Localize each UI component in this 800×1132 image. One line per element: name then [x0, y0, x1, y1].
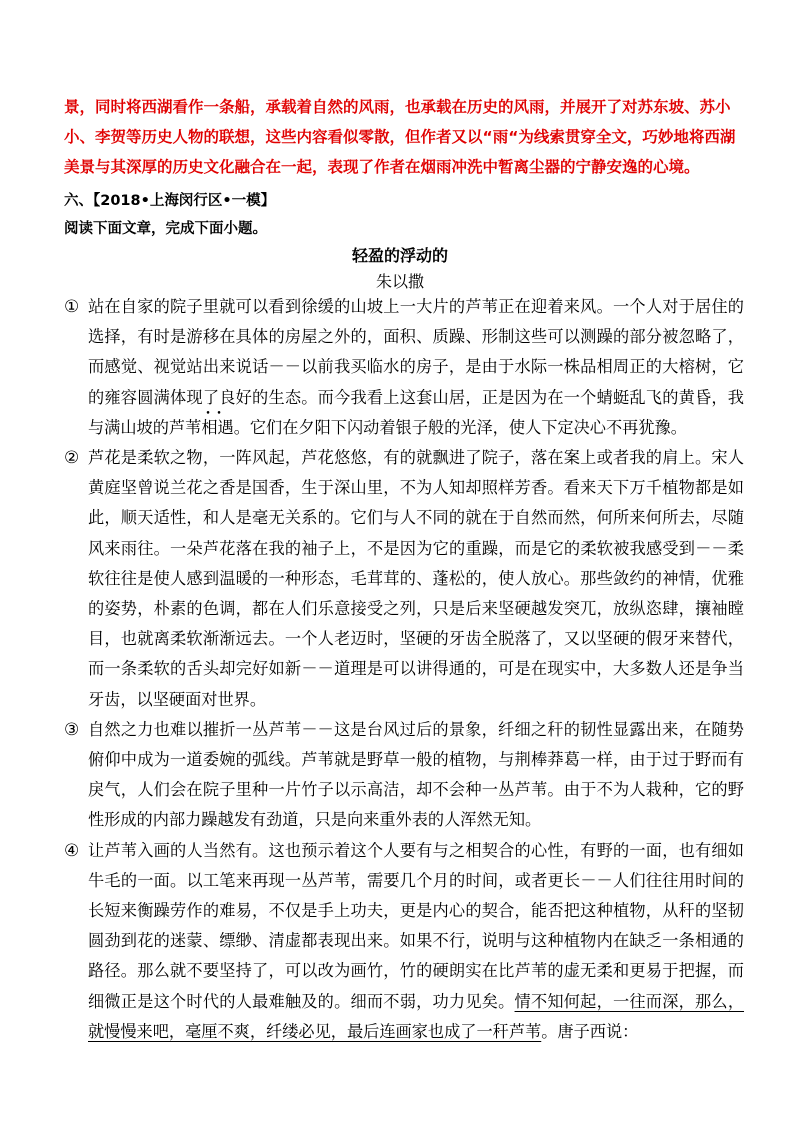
paragraph-4	[64, 836, 744, 1047]
answer-analysis-text: 景，同时将西湖看作一条船，承载着自然的风雨，也承载在历史的风雨，并展开了对苏东坡、苏小小、李贺等历史人物的联想，这些内容看似零散，但作者又以“雨“为线索贯穿全文，巧妙地将西湖美景与其深厚的历史文化融合在一起，表现了作者在烟雨冲洗中暂离尘器的宁静安逸的心境。	[64, 98, 736, 176]
article-body	[64, 292, 744, 1047]
paragraph-text: 自然之力也难以摧折一丛芦苇－－这是台风过后的景象，纤细之秆的韧性显露出来，在随势俯仰中成为一道委婉的弧线。芦苇就是野草一般的植物，与荆棒莽葛一样，由于过于野而有戾气，人们会在院子里种一片竹子以示高洁，却不会种一丛芦苇。由于不为人栽种，它的野性形成的内部力躁越发有劲道，只是向来重外表的人浑然无知。	[88, 719, 744, 830]
paragraph-text: 站在自家的院子里就可以看到徐缓的山坡上一大片的芦苇正在迎着来风。一个人对于居住的选择，有时是游移在具体的房屋之外的，面积、质躁、形制这些可以测躁的部分被忽略了，而感觉、视觉站出来说话－－以前我买临水的房子，是由于水际一株品相周正的大榕树，它的雍容圆满体现了良好的生态。而今我看上这套山居，正是因为在一个蜻蜓乱飞的黄昏，我与满山坡的芦苇	[88, 297, 744, 437]
paragraph-number: ③	[64, 719, 80, 740]
paragraph-number: ④	[64, 840, 80, 861]
article-title: 轻盈的浮动的	[351, 246, 448, 265]
section-heading: 六、【2018•上海闵行区•一模】	[64, 193, 276, 209]
underlined-sentence: 情不知何起，一往而深，那么，就慢慢来吧，毫厘不爽，纤缕必见，最后连画家也成了一秆芦苇	[88, 991, 745, 1041]
paragraph-text: 。它们在夕阳下闪动着银子般的光泽，使人下定决心不再犹豫。	[233, 417, 687, 437]
paragraph-text: 。唐子西说：	[541, 1021, 639, 1041]
emphasis-dotted-word: • • 相遇	[201, 413, 233, 443]
paragraph-3	[64, 715, 744, 836]
section-instruction: 阅读下面文章，完成下面小题。	[64, 221, 267, 237]
paragraph-number: ②	[64, 448, 80, 469]
paragraph-number: ①	[64, 297, 80, 317]
paragraph-1	[64, 292, 744, 443]
paragraph-text: 芦花是柔软之物，一阵风起，芦花悠悠，有的就飘进了院子，落在案上或者我的肩上。宋人黄庭坚曾说兰花之香是国香，生于深山里，不为人知却照样芳香。看来天下万千植物都是如此，顺天适性，和人是毫无关系的。它们与人不同的就在于自然而然，何所来何所去，尽随风来雨往。一朵芦花落在我的袖子上，不是因为它的重躁，而是它的柔软被我感受到－－柔软往往是使人感到温暖的一种形态，毛茸茸的、蓬松的，使人放心。那些敛约的神情，优雅的姿势，朴素的色调，都在人们乐意接受之列，只是后来坚硬越发突兀，放纵恣肆，攘袖瞠目，也就离柔软渐渐远去。一个人老迈时，坚硬的牙齿全脱落了，又以坚硬的假牙来替代，而一条柔软的舌头却完好如新－－道理是可以讲得通的，可是在现实中，大多数人还是争当牙齿，以坚硬面对世界。	[88, 448, 744, 709]
paragraph-2	[64, 443, 744, 715]
article-author: 朱以撒	[375, 272, 424, 291]
paragraph-text: 让芦苇入画的人当然有。这也预示着这个人要有与之相契合的心性，有野的一面，也有细如牛毛的一面。以工笔来再现一丛芦苇，需要几个月的时间，或者更长－－人们往往用时间的长短来衡躁劳作的难易，不仅是手上功夫，更是内心的契合，能否把这种植物，从秆的坚韧圆劲到花的迷蒙、缥缈、清虚都表现出来。如果不行，说明与这种植物内在缺乏一条相通的路径。那么就不要坚持了，可以改为画竹，竹的硬朗实在比芦苇的虚无柔和更易于把握，而细微正是这个时代的人最难触及的。细而不弱，功力见矣。	[88, 840, 744, 1011]
